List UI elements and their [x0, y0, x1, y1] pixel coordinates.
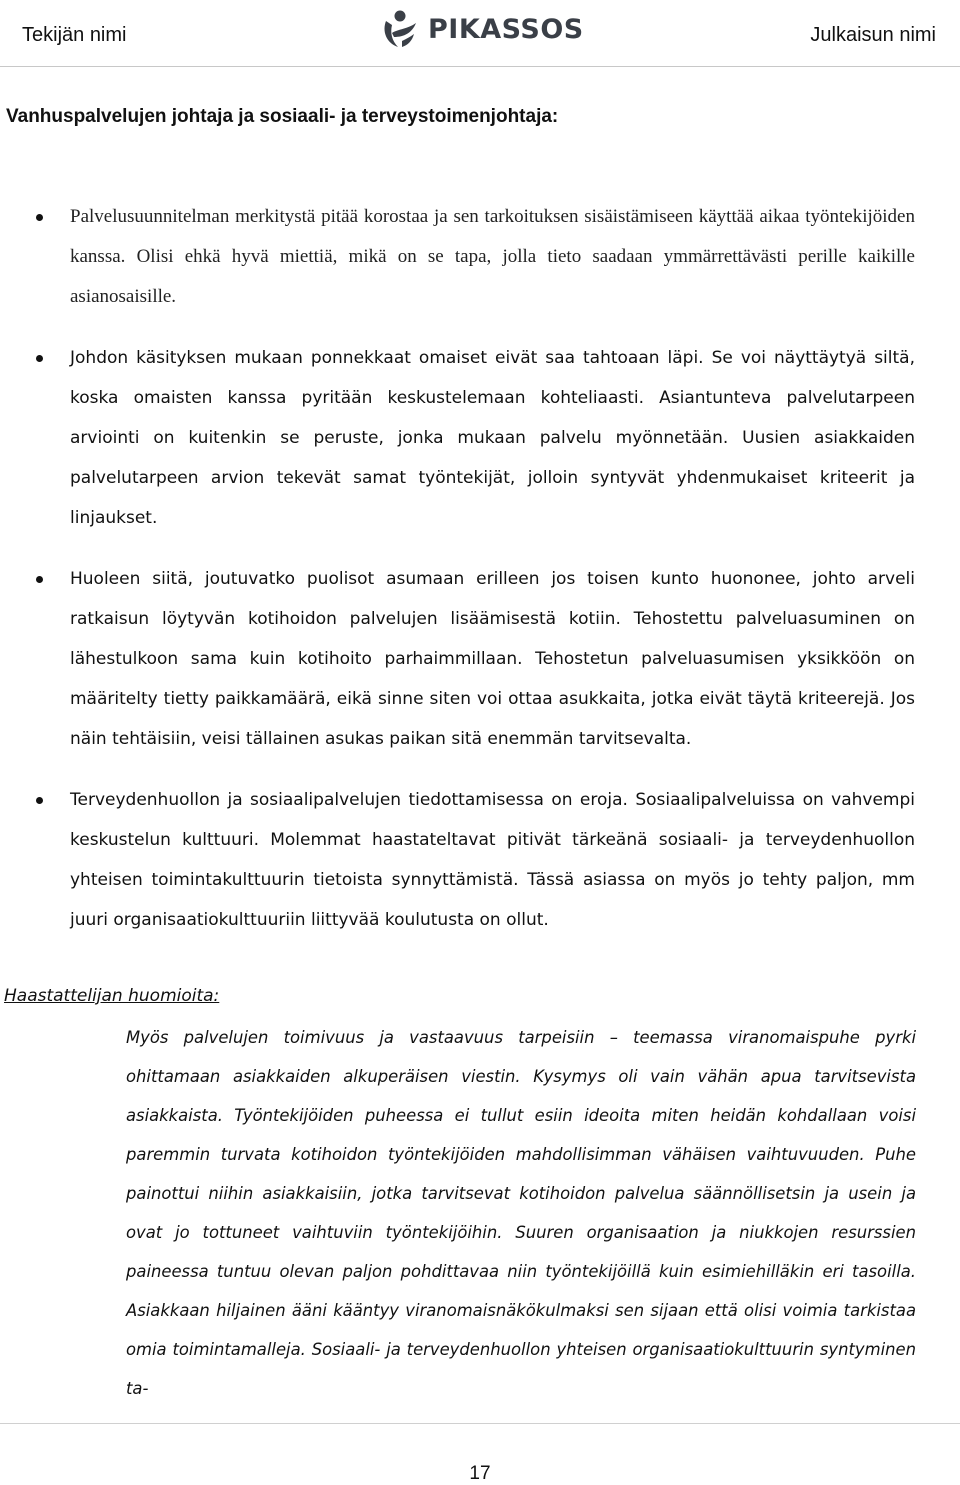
- pikassos-logo-icon: [378, 7, 422, 51]
- bullet-icon: [36, 797, 43, 804]
- interviewer-notes-label: [4, 986, 219, 1006]
- interviewer-notes-body: Myös palvelujen toimivuus ja vastaavuus tarpeisiin – teemassa viranomaispuhe pyrki ohittamaan asiakkaiden alkuperäisen viestin. Kysymys oli vain vähän apua tarvitsevista asiakkaista. Työntekijöiden puheessa ei tullut esiin ideoita miten heidän kohdallaan voisi paremmin turvata kotihoidon työntekijöiden mahdollisimman vähäisen vaihtuvuuden. Puhe painottui niihin asiakkaisiin, jotka tarvitsevat kotihoidon palvelua säännöllisetsin ja usein ja ovat jo tottuneet vaihtuviin työntekijöihin. Suuren organisaation ja niukkojen resurssien paineessa tuntuu olevan paljon pohdittavaa niin työntekijöillä kuin esimiehilläkin eri tasoilla. Asiakkaan hiljainen ääni kääntyy viranomaisnäkökulmaksi sen sijaan että olisi voimia tarkistaa omia toimintamalleja. Sosiaali- ja terveydenhuollon yhteisen organisaatiokulttuurin syntyminen ta-: [126, 1028, 916, 1398]
- bullet-icon: [36, 355, 43, 362]
- list-item-text: Palvelusuunnitelman merkitystä pitää korostaa ja sen tarkoituksen sisäistämiseen käyttää aikaa työntekijöiden kanssa. Olisi ehkä hyvä miettiä, mikä on se tapa, jolla tieto saadaan ymmärrettävästi perille kaikille asianosaisille.: [70, 206, 915, 307]
- list-item: [0, 559, 960, 759]
- pikassos-logo: [378, 4, 584, 54]
- list-item-text: Huoleen siitä, joutuvatko puolisot asumaan erilleen jos toisen kunto huononee, johto arveli ratkaisun löytyvän kotihoidon palvelujen lisäämisestä kotiin. Tehostettu palveluasuminen on lähestulkoon sama kuin kotihoito parhaimmillaan. Tehostetun palveluasumisen yksikköön on määritelty tietty paikkamäärä, eikä sinne siten voi ottaa asukkaita, jotka eivät täytä kriteerejä. Jos näin tehtäisiin, veisi tällainen asukas paikan sitä enemmän tarvitsevalta.: [70, 569, 915, 749]
- bullet-list: [0, 197, 960, 961]
- page-number: 17: [469, 1463, 491, 1484]
- logo-wordmark: PIKASSOS: [428, 13, 584, 45]
- bullet-icon: [36, 576, 43, 583]
- author-name: Tekijän nimi: [22, 24, 127, 46]
- header-divider: [0, 66, 960, 67]
- section-title: Vanhuspalvelujen johtaja ja sosiaali- ja terveystoimenjohtaja:: [6, 106, 559, 127]
- bullet-icon: [36, 214, 43, 221]
- page-header: [0, 0, 960, 70]
- publication-name: Julkaisun nimi: [810, 24, 936, 46]
- list-item: [0, 338, 960, 538]
- footer-divider: [0, 1423, 960, 1424]
- list-item: [0, 197, 960, 317]
- list-item-text: Terveydenhuollon ja sosiaalipalvelujen tiedottamisessa on eroja. Sosiaalipalveluissa on vahvempi keskustelun kulttuuri. Molemmat haastateltavat pitivät tärkeänä sosiaali- ja terveydenhuollon yhteisen toimintakulttuurin tietoista synnyttämistä. Tässä asiassa on myös jo tehty paljon, mm juuri organisaatiokulttuuriin liittyvää koulutusta on ollut.: [70, 790, 915, 930]
- notes-label-text: Haastattelijan huomioita:: [4, 986, 220, 1006]
- list-item-text: Johdon käsityksen mukaan ponnekkaat omaiset eivät saa tahtoaan läpi. Se voi näyttäytyä siltä, koska omaisten kanssa pyritään keskustelemaan kohteliaasti. Asiantunteva palvelutarpeen arviointi on kuitenkin se peruste, jonka mukaan palvelu myönnetään. Uusien asiakkaiden palvelutarpeen arvion tekevät samat työntekijät, jolloin syntyvät yhdenmukaiset kriteerit ja linjaukset.: [70, 348, 915, 528]
- list-item: [0, 780, 960, 940]
